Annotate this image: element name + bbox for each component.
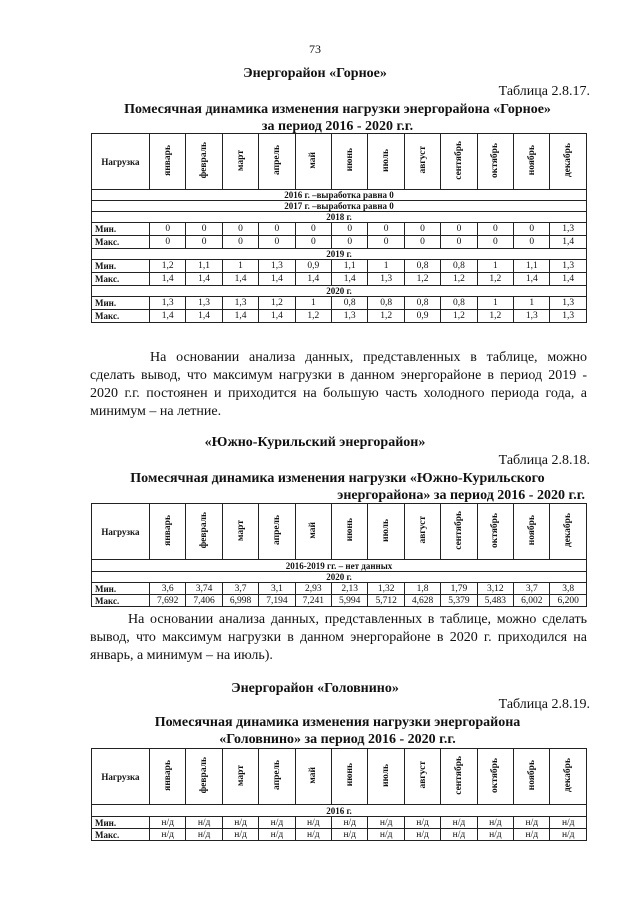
month-header bbox=[332, 504, 368, 560]
table-cell: 3,8 bbox=[550, 583, 587, 595]
year-row: 2019 г. bbox=[92, 249, 587, 260]
table-cell: 5,712 bbox=[368, 595, 404, 607]
month-label: сентябрь bbox=[453, 755, 464, 795]
year-row: 2016-2019 гг. – нет данных bbox=[92, 560, 587, 572]
month-label: июнь bbox=[344, 763, 355, 787]
table-cell: 1,2 bbox=[477, 310, 513, 323]
table-cell: 0 bbox=[477, 236, 513, 249]
paragraph-gornoe: На основании анализа данных, представленных в таблице, можно сделать вывод, что максимум нагрузки в данном энергорайоне в период 2019 - 2020 г.г. постоянен и приходится на большую часть холодного периода года, а минимум – на летние. bbox=[90, 350, 587, 419]
row-label: Макс. bbox=[92, 595, 150, 607]
table-cell: 0 bbox=[186, 236, 222, 249]
table-cell: 0 bbox=[259, 236, 295, 249]
table-cell: н/д bbox=[368, 817, 404, 829]
row-label: Мин. bbox=[92, 297, 150, 310]
table-cell: 1,4 bbox=[222, 310, 258, 323]
month-header bbox=[186, 749, 222, 805]
month-header bbox=[332, 749, 368, 805]
month-header bbox=[368, 504, 404, 560]
month-label: февраль bbox=[199, 511, 210, 549]
table-number-2-8-17: Таблица 2.8.17. bbox=[498, 84, 590, 99]
table-cell: 0 bbox=[295, 223, 331, 236]
table-cell: н/д bbox=[186, 817, 222, 829]
table-cell: 1,4 bbox=[150, 310, 186, 323]
table-title-line2: «Головнино» за период 2016 - 2020 г.г. bbox=[219, 732, 456, 747]
table-cell: 0 bbox=[368, 223, 404, 236]
month-header bbox=[550, 504, 587, 560]
load-table-golovnino bbox=[91, 748, 587, 841]
table-cell: 1,4 bbox=[259, 310, 295, 323]
table-cell: н/д bbox=[259, 817, 295, 829]
month-label: сентябрь bbox=[453, 510, 464, 550]
load-header: Нагрузка bbox=[92, 134, 150, 190]
table-cell: 0 bbox=[222, 223, 258, 236]
year-row: 2017 г. –выработка равна 0 bbox=[92, 201, 587, 212]
paragraph-yuzhno-kurilsky: На основании анализа данных, представленных в таблице, можно сделать вывод, что максимум нагрузки в данном энергорайоне в 2020 г. приходился на январь, а минимум – на июль). bbox=[90, 612, 587, 663]
table-cell: 1 bbox=[222, 260, 258, 273]
table-cell: н/д bbox=[332, 829, 368, 841]
table-cell: 7,194 bbox=[259, 595, 295, 607]
month-label: январь bbox=[162, 514, 173, 546]
month-label: апрель bbox=[271, 145, 282, 175]
table-cell: 1,3 bbox=[368, 273, 404, 286]
table-title-line1: Помесячная динамика изменения нагрузки энергорайона bbox=[154, 715, 521, 730]
table-cell: 0 bbox=[186, 223, 222, 236]
month-label: июль bbox=[381, 148, 392, 172]
table-cell: н/д bbox=[222, 829, 258, 841]
table-cell: 2,93 bbox=[295, 583, 331, 595]
month-label: февраль bbox=[199, 141, 210, 179]
month-header bbox=[514, 134, 550, 190]
table-cell: 1,4 bbox=[186, 310, 222, 323]
year-row: 2016 г. –выработка равна 0 bbox=[92, 190, 587, 201]
table-cell: 0 bbox=[441, 223, 477, 236]
table-cell: 1,4 bbox=[222, 273, 258, 286]
table-cell: 1,32 bbox=[368, 583, 404, 595]
month-header bbox=[222, 749, 258, 805]
month-label: январь bbox=[162, 144, 173, 176]
row-label: Макс. bbox=[92, 310, 150, 323]
table-cell: н/д bbox=[259, 829, 295, 841]
month-header bbox=[295, 134, 331, 190]
row-label: Макс. bbox=[92, 273, 150, 286]
table-cell: 1,2 bbox=[477, 273, 513, 286]
table-title-line1: Помесячная динамика изменения нагрузки «Южно-Курильского bbox=[130, 471, 545, 486]
table-title-yuzhno-kurilsky bbox=[90, 470, 585, 504]
table-cell: 5,483 bbox=[477, 595, 513, 607]
month-label: декабрь bbox=[563, 757, 574, 793]
month-label: сентябрь bbox=[453, 140, 464, 180]
table-cell: 0,8 bbox=[368, 297, 404, 310]
month-header bbox=[295, 749, 331, 805]
region-title-gornoe: Энергорайон «Горное» bbox=[243, 66, 387, 81]
table-cell: 1,2 bbox=[404, 273, 440, 286]
month-header bbox=[441, 749, 477, 805]
table-cell: 0,9 bbox=[404, 310, 440, 323]
month-label: август bbox=[417, 761, 428, 789]
table-cell: н/д bbox=[332, 817, 368, 829]
table-cell: 7,692 bbox=[150, 595, 186, 607]
month-label: май bbox=[308, 766, 319, 784]
table-cell: 3,7 bbox=[514, 583, 550, 595]
table-cell: 0 bbox=[259, 223, 295, 236]
table-cell: 0 bbox=[150, 223, 186, 236]
month-label: август bbox=[417, 516, 428, 544]
table-cell: 0 bbox=[368, 236, 404, 249]
page-number: 73 bbox=[309, 42, 321, 56]
month-header bbox=[404, 504, 440, 560]
table-cell: 5,994 bbox=[332, 595, 368, 607]
table-number-2-8-19: Таблица 2.8.19. bbox=[498, 697, 590, 712]
month-header bbox=[441, 504, 477, 560]
table-cell: 0 bbox=[514, 223, 550, 236]
table-cell: 3,7 bbox=[222, 583, 258, 595]
month-label: март bbox=[235, 519, 246, 541]
table-cell: 0,8 bbox=[441, 297, 477, 310]
month-header bbox=[259, 749, 295, 805]
month-header bbox=[368, 134, 404, 190]
table-cell: 1,3 bbox=[150, 297, 186, 310]
month-header bbox=[259, 504, 295, 560]
table-cell: 1,4 bbox=[295, 273, 331, 286]
region-title-yuzhno-kurilsky: «Южно-Курильский энергорайон» bbox=[204, 435, 426, 450]
month-header bbox=[550, 749, 587, 805]
table-cell: 0 bbox=[441, 236, 477, 249]
month-header bbox=[259, 134, 295, 190]
table-cell: н/д bbox=[368, 829, 404, 841]
table-cell: 1,4 bbox=[259, 273, 295, 286]
table-cell: 1,3 bbox=[550, 223, 587, 236]
table-cell: 1 bbox=[368, 260, 404, 273]
table-cell: 6,998 bbox=[222, 595, 258, 607]
table-cell: 6,200 bbox=[550, 595, 587, 607]
month-label: май bbox=[308, 151, 319, 169]
table-cell: 0 bbox=[404, 236, 440, 249]
month-label: январь bbox=[162, 759, 173, 791]
table-cell: 0 bbox=[222, 236, 258, 249]
month-header bbox=[550, 134, 587, 190]
table-title-line1: Помесячная динамика изменения нагрузки энергорайона «Горное» bbox=[124, 102, 551, 117]
month-label: апрель bbox=[271, 760, 282, 790]
table-cell: 3,12 bbox=[477, 583, 513, 595]
year-row: 2016 г. bbox=[92, 805, 587, 817]
table-cell: н/д bbox=[441, 817, 477, 829]
table-cell: 7,241 bbox=[295, 595, 331, 607]
table-cell: 1,2 bbox=[150, 260, 186, 273]
table-cell: 1,2 bbox=[368, 310, 404, 323]
table-cell: 1,4 bbox=[550, 236, 587, 249]
table-cell: 1,2 bbox=[441, 273, 477, 286]
month-header bbox=[332, 134, 368, 190]
table-cell: н/д bbox=[404, 817, 440, 829]
row-label: Мин. bbox=[92, 260, 150, 273]
table-cell: 3,74 bbox=[186, 583, 222, 595]
month-label: март bbox=[235, 149, 246, 171]
table-cell: н/д bbox=[477, 817, 513, 829]
month-header bbox=[404, 134, 440, 190]
year-row: 2020 г. bbox=[92, 572, 587, 583]
month-label: февраль bbox=[199, 756, 210, 794]
month-header bbox=[295, 504, 331, 560]
table-cell: 0,8 bbox=[332, 297, 368, 310]
month-label: декабрь bbox=[563, 512, 574, 548]
month-header bbox=[150, 749, 186, 805]
month-label: март bbox=[235, 764, 246, 786]
table-cell: 1,1 bbox=[186, 260, 222, 273]
table-cell: н/д bbox=[514, 829, 550, 841]
table-cell: 1 bbox=[295, 297, 331, 310]
month-header bbox=[477, 134, 513, 190]
table-cell: 1 bbox=[477, 297, 513, 310]
load-table-yuzhno-kurilsky bbox=[91, 503, 587, 607]
table-cell: н/д bbox=[404, 829, 440, 841]
table-cell: 1,3 bbox=[332, 310, 368, 323]
table-cell: 1,4 bbox=[550, 273, 587, 286]
table-cell: 1,2 bbox=[295, 310, 331, 323]
month-label: июнь bbox=[344, 518, 355, 542]
table-cell: 1,1 bbox=[514, 260, 550, 273]
row-label: Макс. bbox=[92, 829, 150, 841]
table-cell: 1,1 bbox=[332, 260, 368, 273]
table-cell: 1,3 bbox=[222, 297, 258, 310]
month-header bbox=[514, 504, 550, 560]
year-row: 2018 г. bbox=[92, 212, 587, 223]
table-cell: 6,002 bbox=[514, 595, 550, 607]
table-cell: 1,4 bbox=[332, 273, 368, 286]
month-header bbox=[186, 134, 222, 190]
table-title-gornoe bbox=[90, 101, 585, 135]
table-cell: 0,8 bbox=[404, 260, 440, 273]
table-cell: 0,8 bbox=[441, 260, 477, 273]
table-cell: 3,1 bbox=[259, 583, 295, 595]
month-label: декабрь bbox=[563, 142, 574, 178]
month-label: октябрь bbox=[490, 757, 501, 793]
table-cell: 0 bbox=[332, 223, 368, 236]
month-header bbox=[150, 504, 186, 560]
month-label: июнь bbox=[344, 148, 355, 172]
table-cell: н/д bbox=[186, 829, 222, 841]
month-header bbox=[222, 504, 258, 560]
month-label: октябрь bbox=[490, 512, 501, 548]
table-cell: 7,406 bbox=[186, 595, 222, 607]
table-cell: н/д bbox=[441, 829, 477, 841]
month-label: август bbox=[417, 146, 428, 174]
table-cell: н/д bbox=[550, 817, 587, 829]
table-cell: н/д bbox=[150, 817, 186, 829]
table-cell: 1,2 bbox=[259, 297, 295, 310]
table-title-line2: за период 2016 - 2020 г.г. bbox=[261, 119, 414, 134]
row-label: Макс. bbox=[92, 236, 150, 249]
table-cell: 4,628 bbox=[404, 595, 440, 607]
table-cell: 1,79 bbox=[441, 583, 477, 595]
table-cell: 1 bbox=[514, 297, 550, 310]
table-cell: н/д bbox=[477, 829, 513, 841]
table-cell: 0 bbox=[514, 236, 550, 249]
table-cell: 0 bbox=[332, 236, 368, 249]
table-cell: 0 bbox=[295, 236, 331, 249]
month-header bbox=[150, 134, 186, 190]
table-title-golovnino bbox=[90, 714, 585, 748]
year-row: 2020 г. bbox=[92, 286, 587, 297]
table-cell: н/д bbox=[514, 817, 550, 829]
table-cell: 0 bbox=[477, 223, 513, 236]
table-cell: 1 bbox=[477, 260, 513, 273]
month-header bbox=[404, 749, 440, 805]
table-cell: 5,379 bbox=[441, 595, 477, 607]
table-cell: 0,8 bbox=[404, 297, 440, 310]
load-header: Нагрузка bbox=[92, 749, 150, 805]
table-cell: 2,13 bbox=[332, 583, 368, 595]
row-label: Мин. bbox=[92, 583, 150, 595]
region-title-golovnino: Энергорайон «Головнино» bbox=[231, 681, 399, 696]
table-cell: н/д bbox=[150, 829, 186, 841]
month-header bbox=[222, 134, 258, 190]
row-label: Мин. bbox=[92, 223, 150, 236]
table-cell: н/д bbox=[550, 829, 587, 841]
table-cell: н/д bbox=[295, 829, 331, 841]
table-cell: 1,3 bbox=[259, 260, 295, 273]
month-header bbox=[368, 749, 404, 805]
table-cell: 0 bbox=[404, 223, 440, 236]
load-header: Нагрузка bbox=[92, 504, 150, 560]
table-cell: 1,3 bbox=[186, 297, 222, 310]
month-header bbox=[477, 504, 513, 560]
table-title-line2: энергорайона» за период 2016 - 2020 г.г. bbox=[337, 488, 585, 503]
month-header bbox=[186, 504, 222, 560]
month-label: апрель bbox=[271, 515, 282, 545]
month-header bbox=[441, 134, 477, 190]
month-label: май bbox=[308, 521, 319, 539]
month-label: июль bbox=[381, 518, 392, 542]
month-label: ноябрь bbox=[526, 144, 537, 176]
month-header bbox=[514, 749, 550, 805]
month-label: октябрь bbox=[490, 142, 501, 178]
table-cell: 1,3 bbox=[550, 297, 587, 310]
month-header bbox=[477, 749, 513, 805]
table-cell: 1,3 bbox=[514, 310, 550, 323]
table-cell: 1,3 bbox=[550, 310, 587, 323]
table-cell: 3,6 bbox=[150, 583, 186, 595]
table-cell: 1,4 bbox=[514, 273, 550, 286]
table-cell: 0 bbox=[150, 236, 186, 249]
month-label: ноябрь bbox=[526, 514, 537, 546]
table-cell: 1,3 bbox=[550, 260, 587, 273]
table-cell: 1,4 bbox=[186, 273, 222, 286]
table-cell: 1,4 bbox=[150, 273, 186, 286]
month-label: июль bbox=[381, 763, 392, 787]
table-cell: н/д bbox=[295, 817, 331, 829]
table-cell: 1,2 bbox=[441, 310, 477, 323]
load-table-gornoe bbox=[91, 133, 587, 323]
table-cell: 1,8 bbox=[404, 583, 440, 595]
table-number-2-8-18: Таблица 2.8.18. bbox=[498, 453, 590, 468]
table-cell: н/д bbox=[222, 817, 258, 829]
table-cell: 0,9 bbox=[295, 260, 331, 273]
month-label: ноябрь bbox=[526, 759, 537, 791]
row-label: Мин. bbox=[92, 817, 150, 829]
